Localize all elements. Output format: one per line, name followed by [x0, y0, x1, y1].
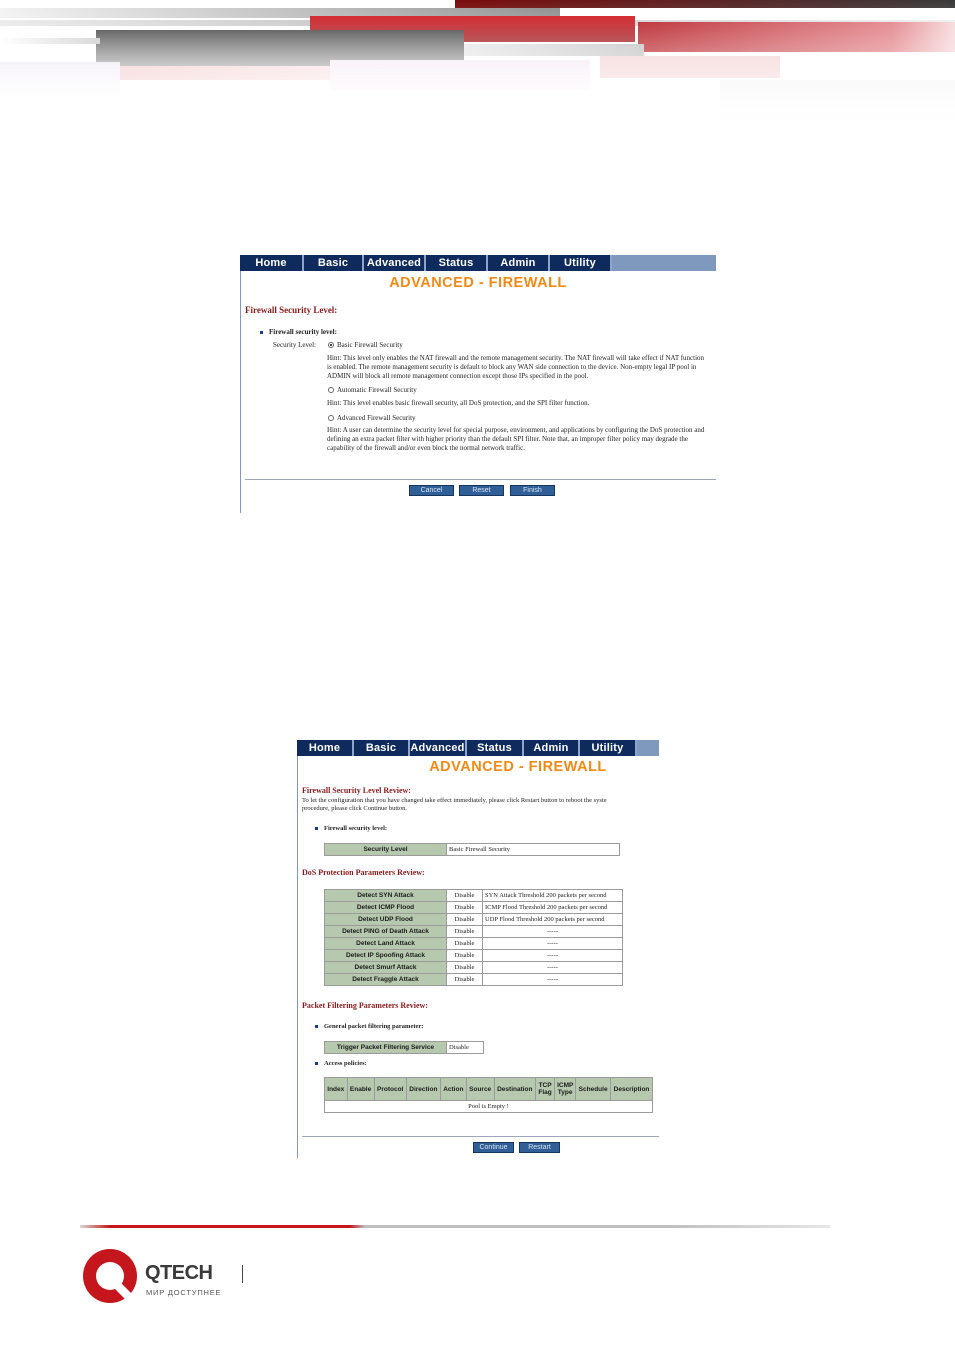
- nav-status[interactable]: Status: [426, 255, 488, 271]
- bullet-label: Access policies:: [324, 1060, 367, 1067]
- option-advanced-label: Advanced Firewall Security: [337, 414, 416, 422]
- option-basic[interactable]: [328, 341, 403, 350]
- col-index: Index: [325, 1078, 347, 1100]
- dos-detail: -----: [483, 926, 622, 937]
- nav-home[interactable]: Home: [240, 255, 304, 271]
- dos-detail: -----: [483, 974, 622, 985]
- dos-state: Disable: [447, 890, 482, 901]
- radio-automatic-icon[interactable]: [328, 387, 334, 393]
- bullet-general: [315, 1023, 423, 1030]
- option-automatic-label: Automatic Firewall Security: [337, 386, 417, 394]
- qtech-logo-icon: [82, 1248, 138, 1304]
- dos-state: Disable: [447, 902, 482, 913]
- firewall-review-panel: [297, 740, 659, 1160]
- bullet-label: Firewall security level:: [324, 825, 388, 832]
- dos-state: Disable: [447, 950, 482, 961]
- bullet-firewall-level: [260, 328, 337, 336]
- col-destination: Destination: [495, 1078, 536, 1100]
- header-banner: [0, 0, 955, 150]
- banner-fade: [0, 0, 955, 150]
- panel-left-rule: [297, 756, 298, 1158]
- intro-line-2: procedure, please click Continue button.: [302, 805, 408, 812]
- dos-name: Detect SYN Attack: [325, 890, 446, 901]
- security-level-table: [324, 843, 620, 856]
- option-advanced[interactable]: [328, 414, 416, 423]
- option-automatic[interactable]: [328, 386, 417, 395]
- nav-admin[interactable]: Admin: [524, 740, 580, 756]
- nav-bar: [240, 255, 716, 271]
- firewall-level-panel: [240, 255, 716, 513]
- dos-name: Detect Smurf Attack: [325, 962, 446, 973]
- table-row: [325, 844, 619, 855]
- col-direction: Direction: [407, 1078, 440, 1100]
- restart-button[interactable]: Restart: [519, 1142, 560, 1153]
- review-title: Firewall Security Level Review:: [302, 786, 411, 795]
- page-title: ADVANCED - FIREWALL: [429, 759, 607, 775]
- table-row: [325, 974, 622, 985]
- radio-advanced-icon[interactable]: [328, 415, 334, 421]
- bullet-icon: [315, 1062, 318, 1065]
- hint-automatic: Hint: This level enables basic firewall security, all DoS protection, and the SPI filter function.: [327, 399, 590, 407]
- acl-empty-cell: Pool is Empty !: [325, 1101, 652, 1112]
- table-row: [325, 950, 622, 961]
- dos-detail: -----: [483, 938, 622, 949]
- footer-rule: [80, 1225, 830, 1228]
- dos-detail: -----: [483, 950, 622, 961]
- table-row: [325, 962, 622, 973]
- table-row: [325, 926, 622, 937]
- dos-name: Detect Land Attack: [325, 938, 446, 949]
- trigger-value: Disable: [447, 1042, 483, 1053]
- table-header-row: [325, 1078, 652, 1100]
- table-row: [325, 902, 622, 913]
- access-policies-table: [324, 1077, 653, 1113]
- dos-name: Detect Fraggle Attack: [325, 974, 446, 985]
- table-row: [325, 938, 622, 949]
- bullet-access: [315, 1060, 367, 1067]
- trigger-table: [324, 1041, 484, 1054]
- divider: [245, 479, 716, 480]
- bullet-firewall-level: [315, 825, 387, 832]
- col-description: Description: [611, 1078, 652, 1100]
- bullet-label: Firewall security level:: [269, 328, 337, 336]
- table-row: [325, 890, 622, 901]
- nav-basic[interactable]: Basic: [354, 740, 410, 756]
- col-enable: Enable: [348, 1078, 374, 1100]
- nav-status[interactable]: Status: [467, 740, 524, 756]
- col-schedule: Schedule: [576, 1078, 610, 1100]
- dos-detail: SYN Attack Threshold 200 packets per second: [483, 890, 622, 901]
- table-row: [325, 1042, 483, 1053]
- security-level-label: Security Level:: [273, 341, 316, 349]
- col-action: Action: [441, 1078, 466, 1100]
- option-basic-label: Basic Firewall Security: [337, 341, 403, 349]
- hint-basic: Hint: This level only enables the NAT firewall and the remote management security. The NAT firewall will take effect if NAT function is enabled. The remote management security is default to block any WAN side connection to the device. Non-empty legal IP pool in ADMIN will block all remote management connection except those IPs specified in the pool.: [327, 354, 705, 380]
- nav-home[interactable]: Home: [297, 740, 354, 756]
- panel-left-rule: [240, 271, 241, 513]
- dos-name: Detect PING of Death Attack: [325, 926, 446, 937]
- divider: [302, 1136, 659, 1137]
- table-row: [325, 914, 622, 925]
- footer-separator: [242, 1265, 243, 1283]
- nav-advanced[interactable]: Advanced: [364, 255, 426, 271]
- security-level-value: Basic Firewall Security: [447, 844, 619, 855]
- radio-basic-icon[interactable]: [328, 342, 334, 348]
- nav-admin[interactable]: Admin: [488, 255, 550, 271]
- nav-basic[interactable]: Basic: [304, 255, 364, 271]
- dos-name: Detect IP Spoofing Attack: [325, 950, 446, 961]
- security-level-key: Security Level: [325, 844, 446, 855]
- dos-title: DoS Protection Parameters Review:: [302, 868, 425, 877]
- brand-tagline: МИР ДОСТУПНЕЕ: [146, 1288, 222, 1297]
- table-row: [325, 1101, 652, 1112]
- cancel-button[interactable]: Cancel: [409, 485, 454, 496]
- nav-advanced[interactable]: Advanced: [410, 740, 467, 756]
- hint-advanced: Hint: A user can determine the security level for special purpose, environment, and applications by configuring the DoS protection and defining an extra packet filter with higher priority than the default SPI filter. Note that, an improper filter policy may degrade the capability of the firewall and/or even block the normal network traffic.: [327, 426, 705, 452]
- col-source: Source: [467, 1078, 494, 1100]
- nav-utility[interactable]: Utility: [550, 255, 612, 271]
- nav-utility[interactable]: Utility: [580, 740, 637, 756]
- col-protocol: Protocol: [375, 1078, 406, 1100]
- col-tcp-flag: TCP Flag: [536, 1078, 554, 1100]
- dos-state: Disable: [447, 914, 482, 925]
- continue-button[interactable]: Continue: [473, 1142, 514, 1153]
- dos-state: Disable: [447, 974, 482, 985]
- col-icmp-type: ICMP Type: [555, 1078, 575, 1100]
- dos-table: [324, 889, 623, 986]
- page-title: ADVANCED - FIREWALL: [389, 275, 567, 291]
- nav-bar: [297, 740, 659, 756]
- section-title: Firewall Security Level:: [245, 305, 338, 315]
- brand-name: QTECH: [145, 1262, 213, 1284]
- bullet-icon: [260, 331, 263, 334]
- trigger-key: Trigger Packet Filtering Service: [325, 1042, 446, 1053]
- dos-state: Disable: [447, 938, 482, 949]
- dos-state: Disable: [447, 962, 482, 973]
- pf-title: Packet Filtering Parameters Review:: [302, 1001, 428, 1010]
- dos-detail: -----: [483, 962, 622, 973]
- dos-name: Detect ICMP Flood: [325, 902, 446, 913]
- dos-detail: ICMP Flood Threshold 200 packets per second: [483, 902, 622, 913]
- dos-detail: UDP Flood Threshold 200 packets per second: [483, 914, 622, 925]
- dos-name: Detect UDP Flood: [325, 914, 446, 925]
- dos-state: Disable: [447, 926, 482, 937]
- bullet-label: General packet filtering parameter:: [324, 1023, 424, 1030]
- intro-line-1: To let the configuration that you have changed take effect immediately, please click Restart button to reboot the syste: [302, 797, 607, 804]
- finish-button[interactable]: Finish: [510, 485, 555, 496]
- bullet-icon: [315, 1025, 318, 1028]
- reset-button[interactable]: Reset: [459, 485, 504, 496]
- bullet-icon: [315, 827, 318, 830]
